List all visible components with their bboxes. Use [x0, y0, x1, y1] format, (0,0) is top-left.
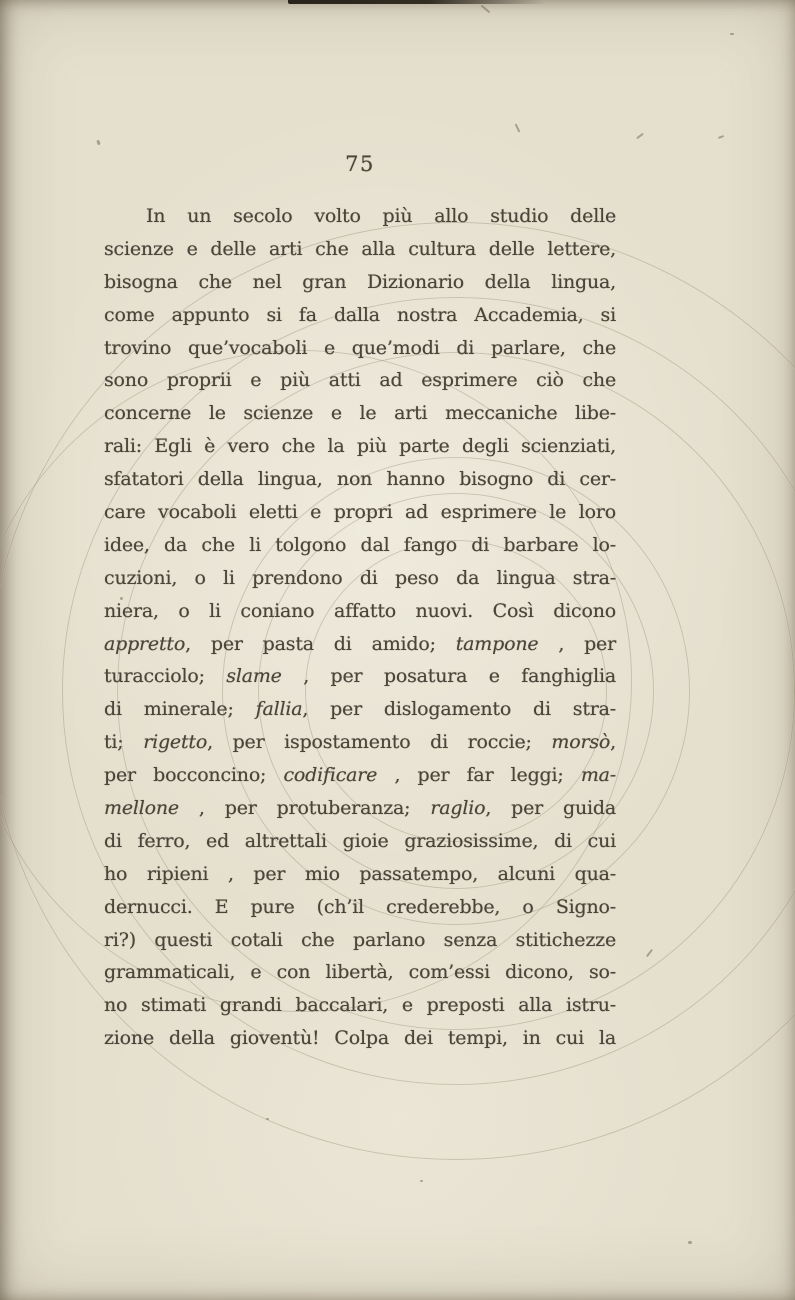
- text-line: [104, 332, 616, 365]
- text-segment: , per guida: [485, 797, 616, 820]
- page-text-block: [104, 200, 616, 1055]
- text-segment: scienze e delle arti che alla cultura delle lettere,: [104, 237, 616, 260]
- text-segment: sfatatori della lingua, non hanno bisogno di cer-: [104, 468, 616, 491]
- text-segment: rali: Egli è vero che la più parte degli scienziati,: [104, 435, 616, 458]
- text-segment: dernucci. E pure (ch’il crederebbe, o Signo-: [104, 895, 616, 918]
- text-line: [104, 430, 616, 463]
- paper-fiber-speck: [636, 133, 644, 139]
- text-line: [104, 529, 616, 562]
- text-segment: , per dislogamento di stra-: [302, 698, 616, 721]
- text-segment: ,: [610, 731, 616, 754]
- text-line: [104, 233, 616, 266]
- text-line: [104, 595, 616, 628]
- italic-term: codificare: [283, 764, 378, 787]
- text-segment: zione della gioventù! Colpa dei tempi, in cui la: [104, 1027, 616, 1050]
- text-segment: cuzioni, o li prendono di peso da lingua stra-: [104, 566, 616, 589]
- italic-term: rigetto: [143, 731, 208, 754]
- text-segment: , per: [538, 632, 616, 655]
- text-segment: come appunto si fa dalla nostra Accademia, si: [104, 303, 616, 326]
- italic-term: fallia: [255, 698, 303, 721]
- paper-fiber-speck: [688, 1241, 692, 1244]
- text-line: [104, 825, 616, 858]
- text-segment: , per posatura e fanghiglia: [281, 665, 616, 688]
- text-segment: care vocaboli eletti e propri ad esprimere le loro: [104, 501, 616, 524]
- text-segment: , per far leggi;: [377, 764, 581, 787]
- text-line: [104, 693, 616, 726]
- text-segment: concerne le scienze e le arti meccaniche libe-: [104, 402, 616, 425]
- text-segment: turacciolo;: [104, 665, 227, 688]
- text-segment: niera, o li coniano affatto nuovi. Così dicono: [104, 599, 616, 622]
- text-line: [104, 792, 616, 825]
- italic-term: appretto: [104, 632, 186, 655]
- paper-fiber-speck: [515, 124, 521, 133]
- text-line: [104, 200, 616, 233]
- text-segment: di minerale;: [104, 698, 256, 721]
- paper-fiber-speck: [420, 1180, 423, 1182]
- text-line: [104, 989, 616, 1022]
- paper-fiber-speck: [96, 140, 101, 146]
- text-line: [104, 891, 616, 924]
- text-line: [104, 364, 616, 397]
- text-line: [104, 266, 616, 299]
- italic-term: slame: [226, 665, 282, 688]
- text-segment: In un secolo volto più allo studio delle: [146, 205, 616, 227]
- text-segment: trovino que’vocaboli e que’modi di parlare, che: [104, 336, 616, 359]
- text-line: [104, 759, 616, 792]
- text-line: [104, 397, 616, 430]
- scan-edge-artifact: [288, 0, 546, 4]
- text-segment: , per ispostamento di roccie;: [207, 731, 552, 754]
- paper-fiber-speck: [730, 33, 734, 35]
- text-segment: sono proprii e più atti ad esprimere ciò che: [104, 369, 616, 392]
- text-segment: grammaticali, e con libertà, com’essi dicono, so-: [104, 961, 616, 984]
- text-line: [104, 562, 616, 595]
- text-segment: , per pasta di amido;: [185, 632, 456, 655]
- italic-term: raglio: [430, 797, 486, 820]
- italic-term: ma-: [580, 764, 616, 787]
- text-segment: di ferro, ed altrettali gioie graziosissime, di cui: [104, 829, 616, 852]
- text-segment: ti;: [104, 731, 144, 754]
- text-line: [104, 726, 616, 759]
- text-segment: no stimati grandi baccalari, e preposti alla istru-: [104, 994, 616, 1017]
- italic-term: tampone: [455, 632, 539, 655]
- text-line: [104, 628, 616, 661]
- italic-term: morsò: [551, 731, 611, 754]
- paper-fiber-speck: [481, 5, 491, 14]
- italic-term: mellone: [104, 797, 179, 820]
- paper-fiber-speck: [718, 135, 724, 139]
- text-line: [104, 1022, 616, 1055]
- text-line: [104, 924, 616, 957]
- text-segment: per bocconcino;: [104, 764, 284, 787]
- text-segment: idee, da che li tolgono dal fango di barbare lo-: [104, 533, 616, 556]
- text-line: [104, 858, 616, 891]
- text-line: [104, 956, 616, 989]
- text-segment: , per protuberanza;: [178, 797, 431, 820]
- paper-fiber-speck: [266, 1118, 269, 1120]
- text-line: [104, 299, 616, 332]
- text-segment: ho ripieni , per mio passatempo, alcuni qua-: [104, 862, 616, 885]
- text-line: [104, 463, 616, 496]
- page-number: 75: [345, 152, 375, 176]
- text-segment: ri?) questi cotali che parlano senza stitichezze: [104, 928, 616, 951]
- text-line: [104, 660, 616, 693]
- text-segment: bisogna che nel gran Dizionario della lingua,: [104, 270, 616, 293]
- paper-fiber-speck: [646, 949, 653, 957]
- text-line: [104, 496, 616, 529]
